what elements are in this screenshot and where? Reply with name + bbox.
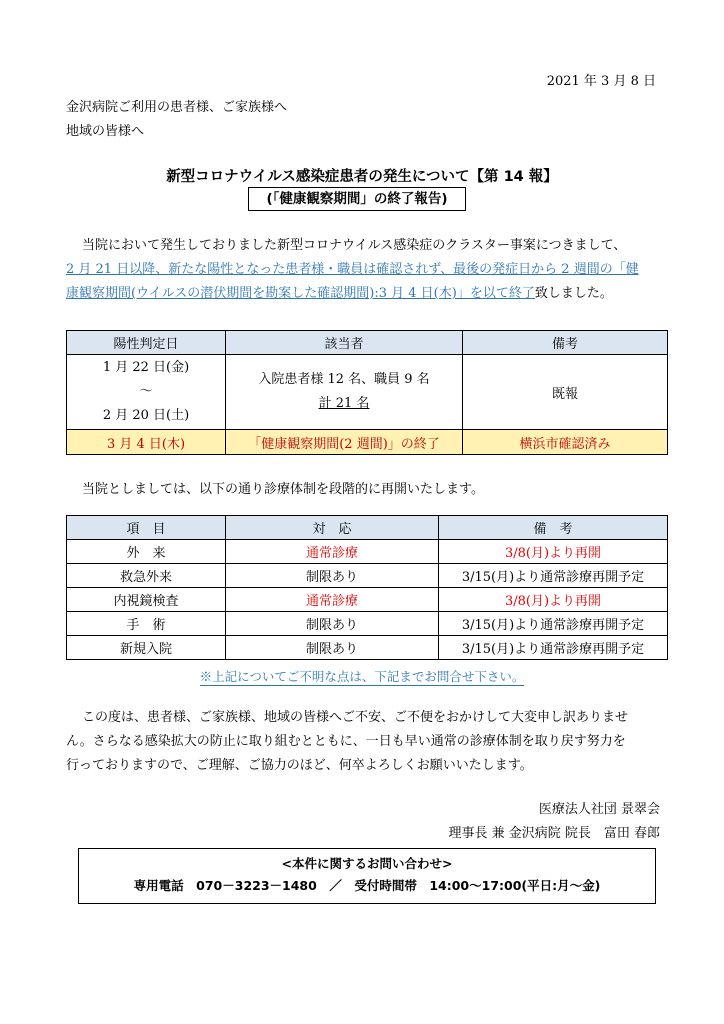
note-cell: 既報 (463, 355, 668, 430)
contact-phone-hours: 専用電話 070－3223－1480 ／ 受付時間帯 14:00〜17:00(平日:月〜金) (133, 878, 601, 893)
item-cell: 内視鏡検査 (67, 588, 226, 612)
column-header-persons: 該当者 (226, 331, 463, 355)
remark-cell: 3/15(月)より通常診療再開予定 (439, 636, 668, 660)
closing-line-2: ん。さらなる感染拡大の防止に取り組むとともに、一日も早い通常の診療体制を取り戻す努力を (66, 734, 626, 749)
addressee-community: 地域の皆様へ (66, 124, 145, 139)
column-header-note: 備考 (463, 331, 668, 355)
status-cell: 制限あり (226, 636, 439, 660)
page-title: 新型コロナウイルス感染症患者の発生について【第 14 報】 (166, 169, 558, 185)
inquiry-note (0, 667, 724, 685)
intro-lead: 当院において発生しておりました新型コロナウイルス感染症のクラスター事案につきまして、 (82, 238, 627, 253)
item-cell: 新規入院 (67, 636, 226, 660)
table-row (67, 636, 668, 660)
remark-cell: 3/15(月)より通常診療再開予定 (439, 564, 668, 588)
table-row (67, 588, 668, 612)
intro-highlight-2: 康観察期間(ウイルスの潜伏期間を勘案した確認期間):3 月 4 日(木)」を以て終了 (66, 286, 535, 301)
remark-cell: 3/8(月)より再開 (439, 588, 668, 612)
resume-text: 当院としましては、以下の通り診療体制を段階的に再開いたします。 (82, 482, 484, 497)
table-header-row (67, 516, 668, 540)
closing-paragraph (66, 706, 660, 778)
signature-name: 理事長 兼 金沢病院 院長 富田 春郎 (448, 826, 660, 841)
contact-heading: <本件に関するお問い合わせ> (281, 856, 453, 871)
closing-line-3: 行っておりますので、ご理解、ご協力のほど、何卒よろしくお願いいたします。 (66, 758, 533, 773)
persons-cell (226, 355, 463, 430)
item-cell: 救急外来 (67, 564, 226, 588)
inquiry-note-text: ※上記についてご不明な点は、下記までお問合せ下さい。 (199, 669, 525, 684)
status-cell: 通常診療 (226, 588, 439, 612)
table-header-row (67, 331, 668, 355)
date-start: 1 月 22 日(金) (102, 360, 190, 375)
date-end: 2 月 20 日(土) (102, 408, 190, 423)
persons-breakdown: 入院患者様 12 名、職員 9 名 (258, 372, 430, 387)
cluster-summary-table (66, 330, 668, 455)
end-date-cell: 3 月 4 日(木) (67, 430, 226, 455)
column-header-date: 陽性判定日 (67, 331, 226, 355)
column-header-remark: 備 考 (439, 516, 668, 540)
status-cell: 制限あり (226, 612, 439, 636)
remark-cell: 3/15(月)より通常診療再開予定 (439, 612, 668, 636)
table-row (67, 564, 668, 588)
document-date: 2021 年 3 月 8 日 (546, 74, 656, 89)
service-status-table (66, 515, 668, 660)
addressee-patients: 金沢病院ご利用の患者様、ご家族様へ (66, 100, 288, 115)
end-note-cell: 横浜市確認済み (463, 430, 668, 455)
table-row-highlight (67, 430, 668, 455)
resume-paragraph (66, 478, 660, 502)
contact-box (78, 848, 656, 904)
table-row (67, 612, 668, 636)
intro-highlight-1: 2 月 21 日以降、新たな陽性となった患者様・職員は確認されず、最後の発症日から 2 週間の「健 (66, 262, 639, 277)
table-row (67, 355, 668, 430)
date-range-cell (67, 355, 226, 430)
status-cell: 制限あり (226, 564, 439, 588)
end-status-cell: 「健康観察期間(2 週間)」の終了 (226, 430, 463, 455)
status-cell: 通常診療 (226, 540, 439, 564)
item-cell: 外 来 (67, 540, 226, 564)
item-cell: 手 術 (67, 612, 226, 636)
column-header-item: 項 目 (67, 516, 226, 540)
table-row (67, 540, 668, 564)
column-header-status: 対 応 (226, 516, 439, 540)
intro-tail: 致しました。 (534, 286, 613, 301)
remark-cell: 3/8(月)より再開 (439, 540, 668, 564)
signature-org: 医療法人社団 景翠会 (538, 802, 660, 817)
persons-total: 計 21 名 (318, 396, 370, 411)
intro-paragraph (66, 234, 660, 306)
page-subtitle: (「健康観察期間」の終了報告) (248, 187, 466, 211)
date-separator: 〜 (139, 384, 153, 399)
closing-line-1: この度は、患者様、ご家族様、地域の皆様へご不安、ご不便をおかけして大変申し訳ありませ (82, 710, 629, 725)
